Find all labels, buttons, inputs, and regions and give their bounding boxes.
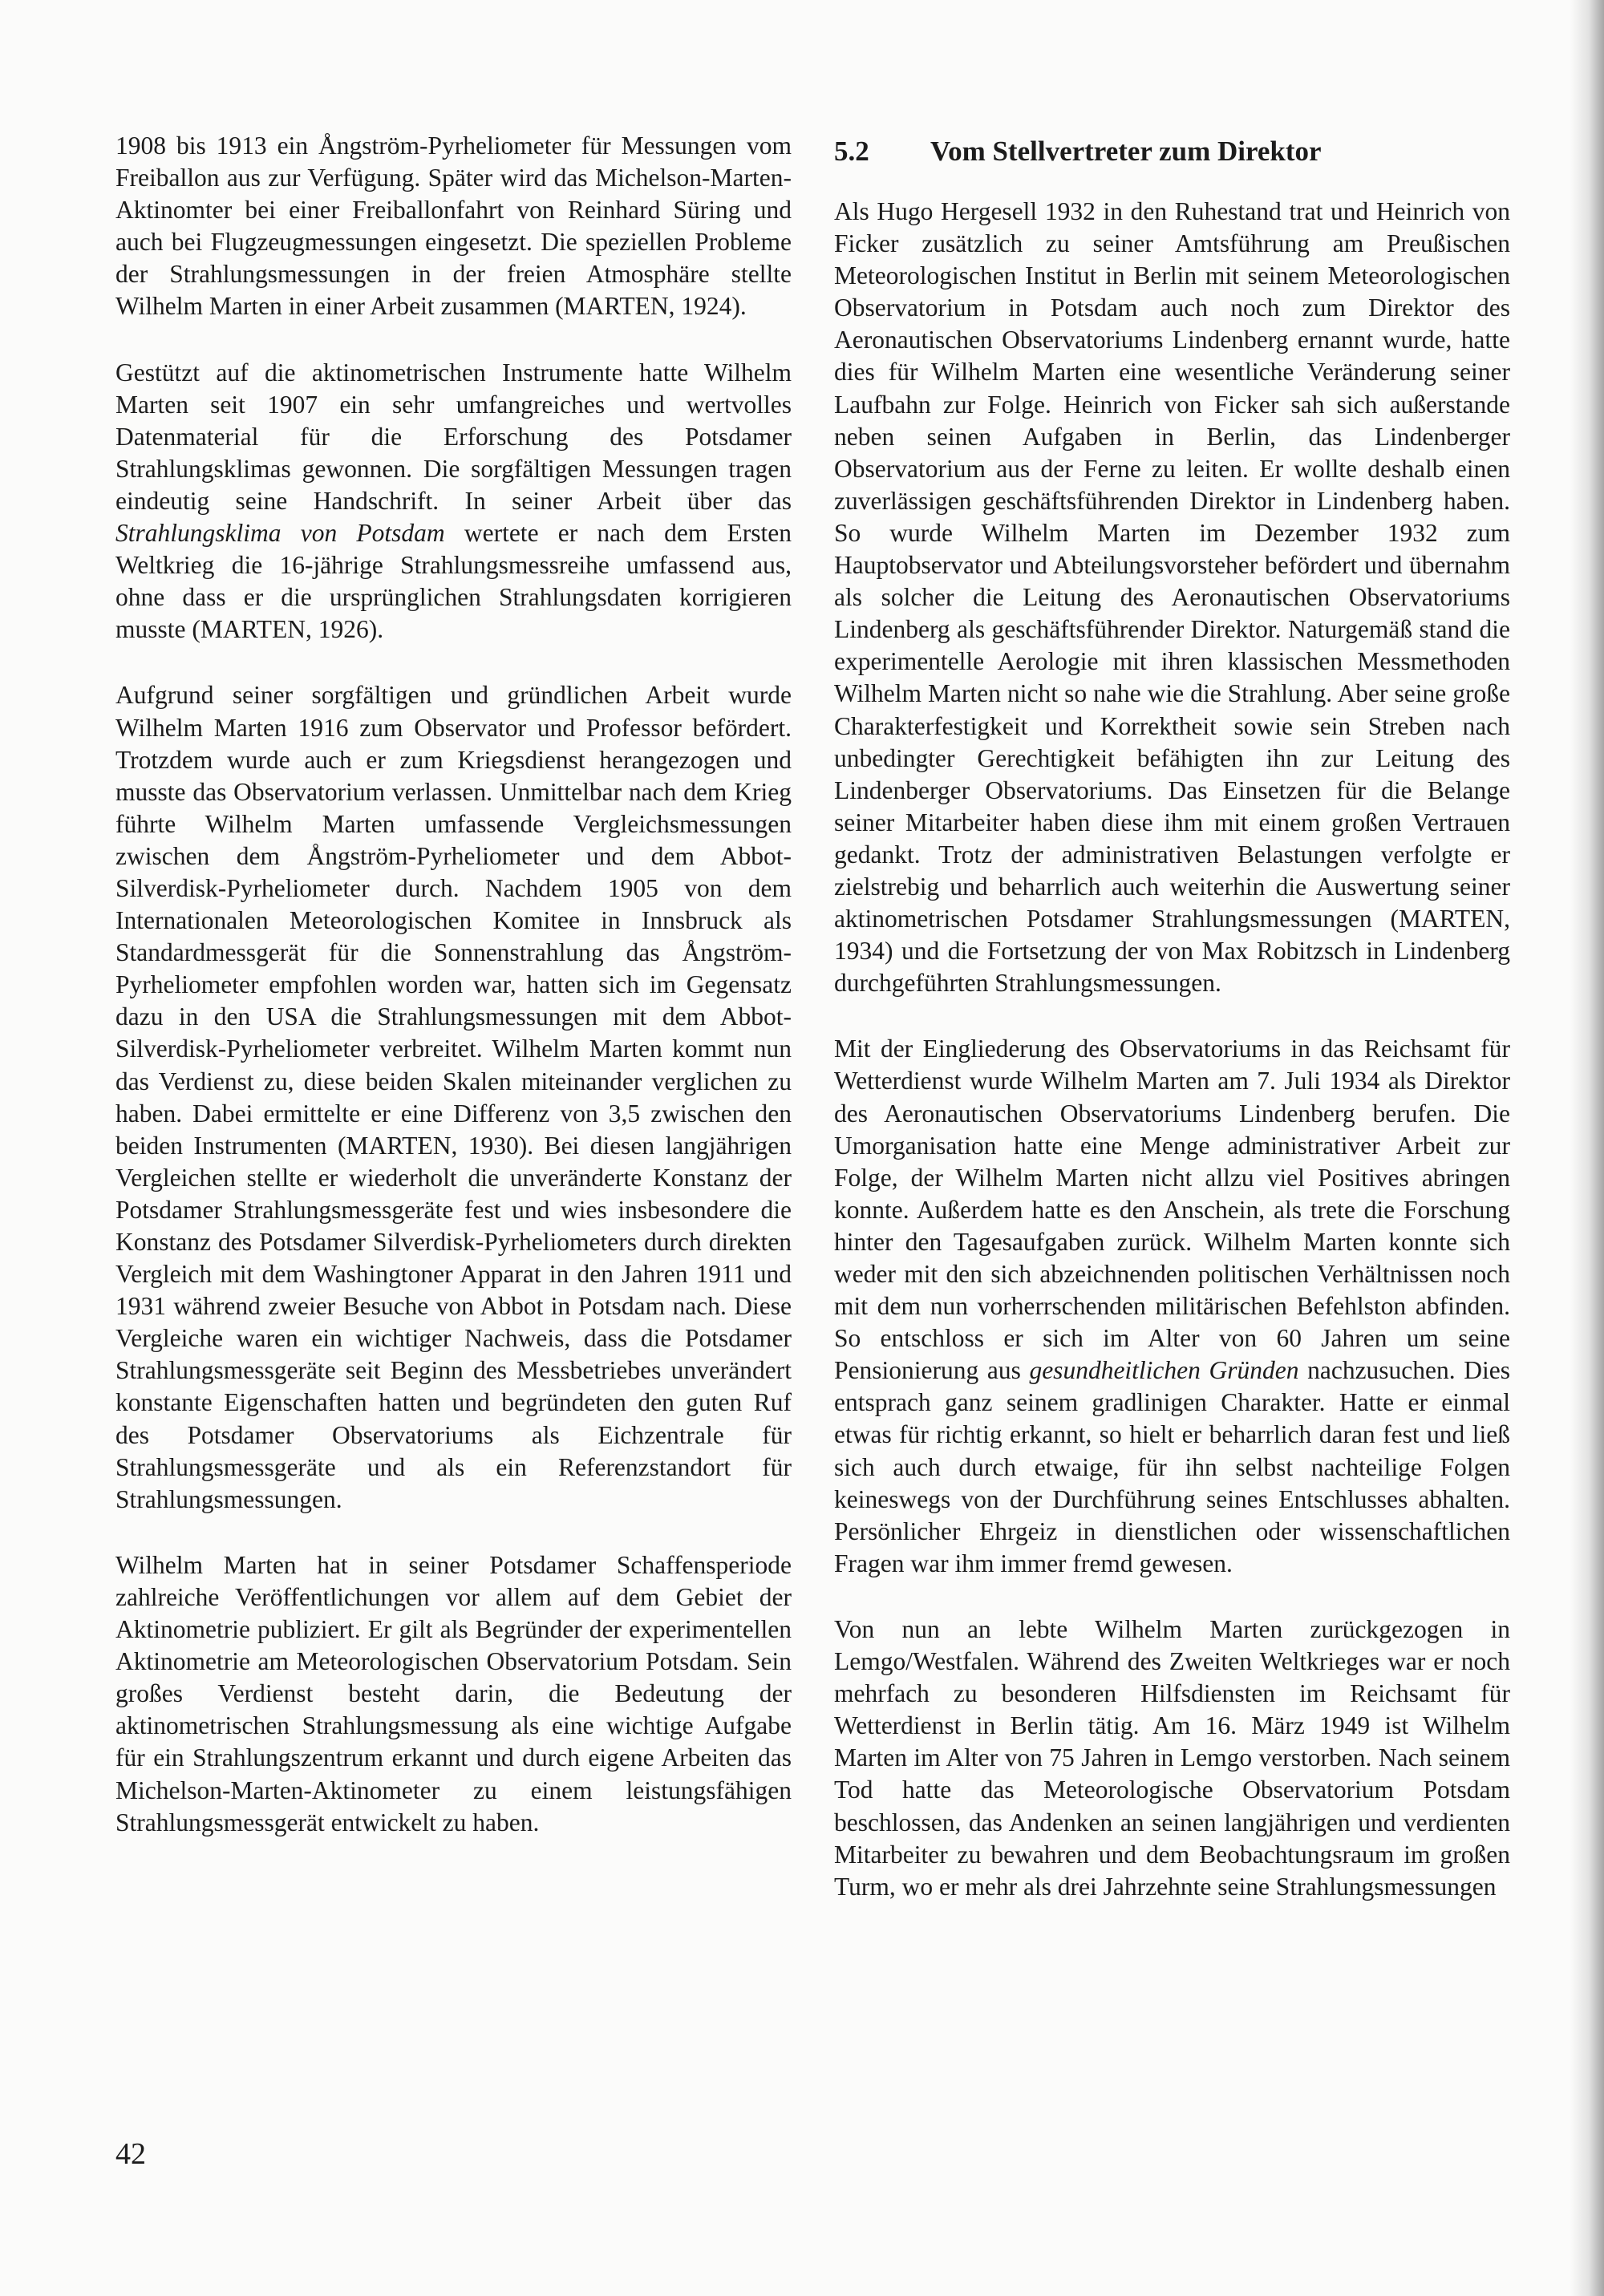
section-title: Vom Stellvertreter zum Direktor [930,136,1322,167]
left-paragraph-2-italic-title: Strahlungsklima von Potsdam [115,519,445,548]
section-number: 5.2 [834,136,869,167]
right-paragraph-2-start: Mit der Eingliederung des Observatoriums in das Reichsamt für Wetterdienst wurde Wilhelm Marten am 7. Juli 1934 als Direktor des Aeronautischen Observatoriums Lindenberg berufen. Die Umorganisation hatte eine Menge administrativer Arbeit zur Folge, der Wilhelm Marten nicht allzu viel Positives abringen konnte. Außerdem hatte es den Anschein, als trete die Forschung hinter den Tagesaufgaben zurück. Wilhelm Marten konnte sich weder mit den sich abzeichnenden politischen Verhältnissen noch mit dem nun vorherrschenden militärischen Befehlston abfinden. So entschloss er sich im Alter von 60 Jahren um seine Pensionierung aus [834,1035,1510,1385]
right-paragraph-3: Von nun an lebte Wilhelm Marten zurückgezogen in Lemgo/Westfalen. Während des Zweiten Weltkrieges war er noch mehrfach zu besonderen Hilfsdiensten im Reichsamt für Wetterdienst in Berlin tätig. Am 16. März 1949 ist Wilhelm Marten im Alter von 75 Jahren in Lemgo verstorben. Nach seinem Tod hatte das Meteorologische Observatorium Potsdam beschlossen, das Andenken an seinen langjährigen und verdienten Mitarbeiter zu bewahren und dem Beobachtungsraum im großen Turm, wo er mehr als drei Jahrzehnte seine Strahlungsmessungen [834,1614,1510,1901]
right-paragraph-2 [834,1033,1510,1580]
left-paragraph-2 [115,357,792,646]
left-paragraph-4: Wilhelm Marten hat in seiner Potsdamer Schaffensperiode zahlreiche Veröffentlichungen vor allem auf dem Gebiet der Aktinometrie publiziert. Er gilt als Begründer der experimentellen Aktinometrie am Meteorologischen Observatorium Potsdam. Sein großes Verdienst besteht darin, die Bedeutung der aktinometrischen Strahlungsmessung als eine wichtige Aufgabe für ein Strahlungszentrum erkannt und durch eigene Arbeiten das Michelson-Marten-Aktinometer zu einem leistungsfähigen Strahlungsmessgerät entwickelt zu haben. [115,1550,792,1836]
left-paragraph-3: Aufgrund seiner sorgfältigen und gründlichen Arbeit wurde Wilhelm Marten 1916 zum Observator und Professor befördert. Trotzdem wurde auch er zum Kriegsdienst herangezogen und musste das Observatorium verlassen. Unmittelbar nach dem Krieg führte Wilhelm Marten umfassende Vergleichsmessungen zwischen dem Ångström-Pyrheliometer und dem Abbot-Silverdisk-Pyrheliometer durch. Nachdem 1905 von dem Internationalen Meteorologischen Komitee in Innsbruck als Standardmessgerät für die Sonnenstrahlung das Ångström-Pyrheliometer empfohlen worden war, hatten sich im Gegensatz dazu in den USA die Strahlungsmessungen mit dem Abbot-Silverdisk-Pyrheliometer verbreitet. Wilhelm Marten kommt nun das Verdienst zu, diese beiden Skalen miteinander verglichen zu haben. Dabei ermittelte er eine Differenz von 3,5 zwischen den beiden Instrumenten (MARTEN, 1930). Bei diesen langjährigen Vergleichen stellte er wiederholt die unveränderte Konstanz der Potsdamer Strahlungsmessgeräte fest und wies insbesondere die Konstanz des Potsdamer Silverdisk-Pyrheliometers durch direkten Vergleich mit dem Washingtoner Apparat in den Jahren 1911 und 1931 während zweier Besuche von Abbot in Potsdam nach. Diese Vergleiche waren ein wichtiger Nachweis, dass die Potsdamer Strahlungsmessgeräte seit Beginn des Messbetriebes unverändert konstante Eigenschaften hatten und begründeten den guten Ruf des Potsdamer Observatoriums als Eichzentrale für Strahlungsmessgeräte und als ein Referenzstandort für Strahlungsmessungen. [115,681,792,1513]
right-paragraph-2-end: nachzusuchen. Dies entsprach ganz seinem gradlinigen Charakter. Hatte er einmal etwas für richtig erkannt, so hielt er beharrlich daran fest und ließ sich auch durch etwaige, für ihn selbst nachteilige Folgen keineswegs von der Durchführung seines Entschlusses abhalten. Persönlicher Ehrgeiz in dienstlichen oder wissenschaftlichen Fragen war ihm immer fremd gewesen. [834,1356,1510,1577]
section-heading [834,135,1510,168]
page-edge-shadow [1570,0,1604,2296]
left-column [115,130,792,1839]
page-number: 42 [115,2137,146,2171]
left-paragraph-2-start: Gestützt auf die aktinometrischen Instrumente hatte Wilhelm Marten seit 1907 ein sehr umfangreiches und wertvolles Datenmaterial für die Erforschung des Potsdamer Strahlungsklimas gewonnen. Die sorgfältigen Messungen tragen eindeutig seine Handschrift. In seiner Arbeit über das [115,358,792,515]
right-paragraph-1: Als Hugo Hergesell 1932 in den Ruhestand trat und Heinrich von Ficker zusätzlich zu seiner Amtsführung am Preußischen Meteorologischen Institut in Berlin mit seinem Meteorologischen Observatorium in Potsdam auch noch zum Direktor des Aeronautischen Observatoriums Lindenberg ernannt wurde, hatte dies für Wilhelm Marten eine wesentliche Veränderung seiner Laufbahn zur Folge. Heinrich von Ficker sah sich außerstande neben seinen Aufgaben in Berlin, das Lindenberger Observatorium aus der Ferne zu leiten. Er wollte deshalb einen zuverlässigen geschäftsführenden Direktor in Lindenberg haben. So wurde Wilhelm Marten im Dezember 1932 zum Hauptobservator und Abteilungsvorsteher befördert und übernahm als solcher die Leitung des Aeronautischen Observatoriums Lindenberg als geschäftsführender Direktor. Naturgemäß stand die experimentelle Aerologie mit ihren klassischen Messmethoden Wilhelm Marten nicht so nahe wie die Strahlung. Aber seine große Charakterfestigkeit und Korrektheit sowie sein Streben nach unbedingter Gerechtigkeit befähigten ihn zur Leitung des Lindenberger Observatoriums. Das Einsetzen für die Belange seiner Mitarbeiter haben diese ihm mit einem großen Vertrauen gedankt. Trotz der administrativen Belastungen verfolgte er zielstrebig und beharrlich auch weiterhin die Auswertung seiner aktinometrischen Potsdamer Strahlungsmessungen (MARTEN, 1934) und die Fortsetzung der von Max Robitzsch in Lindenberg durchgeführten Strahlungsmessungen. [834,197,1510,998]
left-paragraph-1: 1908 bis 1913 ein Ångström-Pyrheliometer für Messungen vom Freiballon aus zur Verfügung. Später wird das Michelson-Marten-Aktinomter bei einer Freiballonfahrt von Reinhard Süring und auch bei Flugzeugmessungen eingesetzt. Die speziellen Probleme der Strahlungsmessungen in der freien Atmosphäre stellte Wilhelm Marten in einer Arbeit zusammen (MARTEN, 1924). [115,132,792,321]
right-paragraph-2-italic-phrase: gesundheitlichen Gründen [1029,1356,1299,1385]
right-column [834,130,1510,1903]
left-paragraph-2-end: wertete er nach dem Ersten Weltkrieg die 16-jährige Strahlungsmessreihe umfassend aus, ohne dass er die ursprünglichen Strahlungsdaten korrigieren musste (MARTEN, 1926). [115,519,792,644]
